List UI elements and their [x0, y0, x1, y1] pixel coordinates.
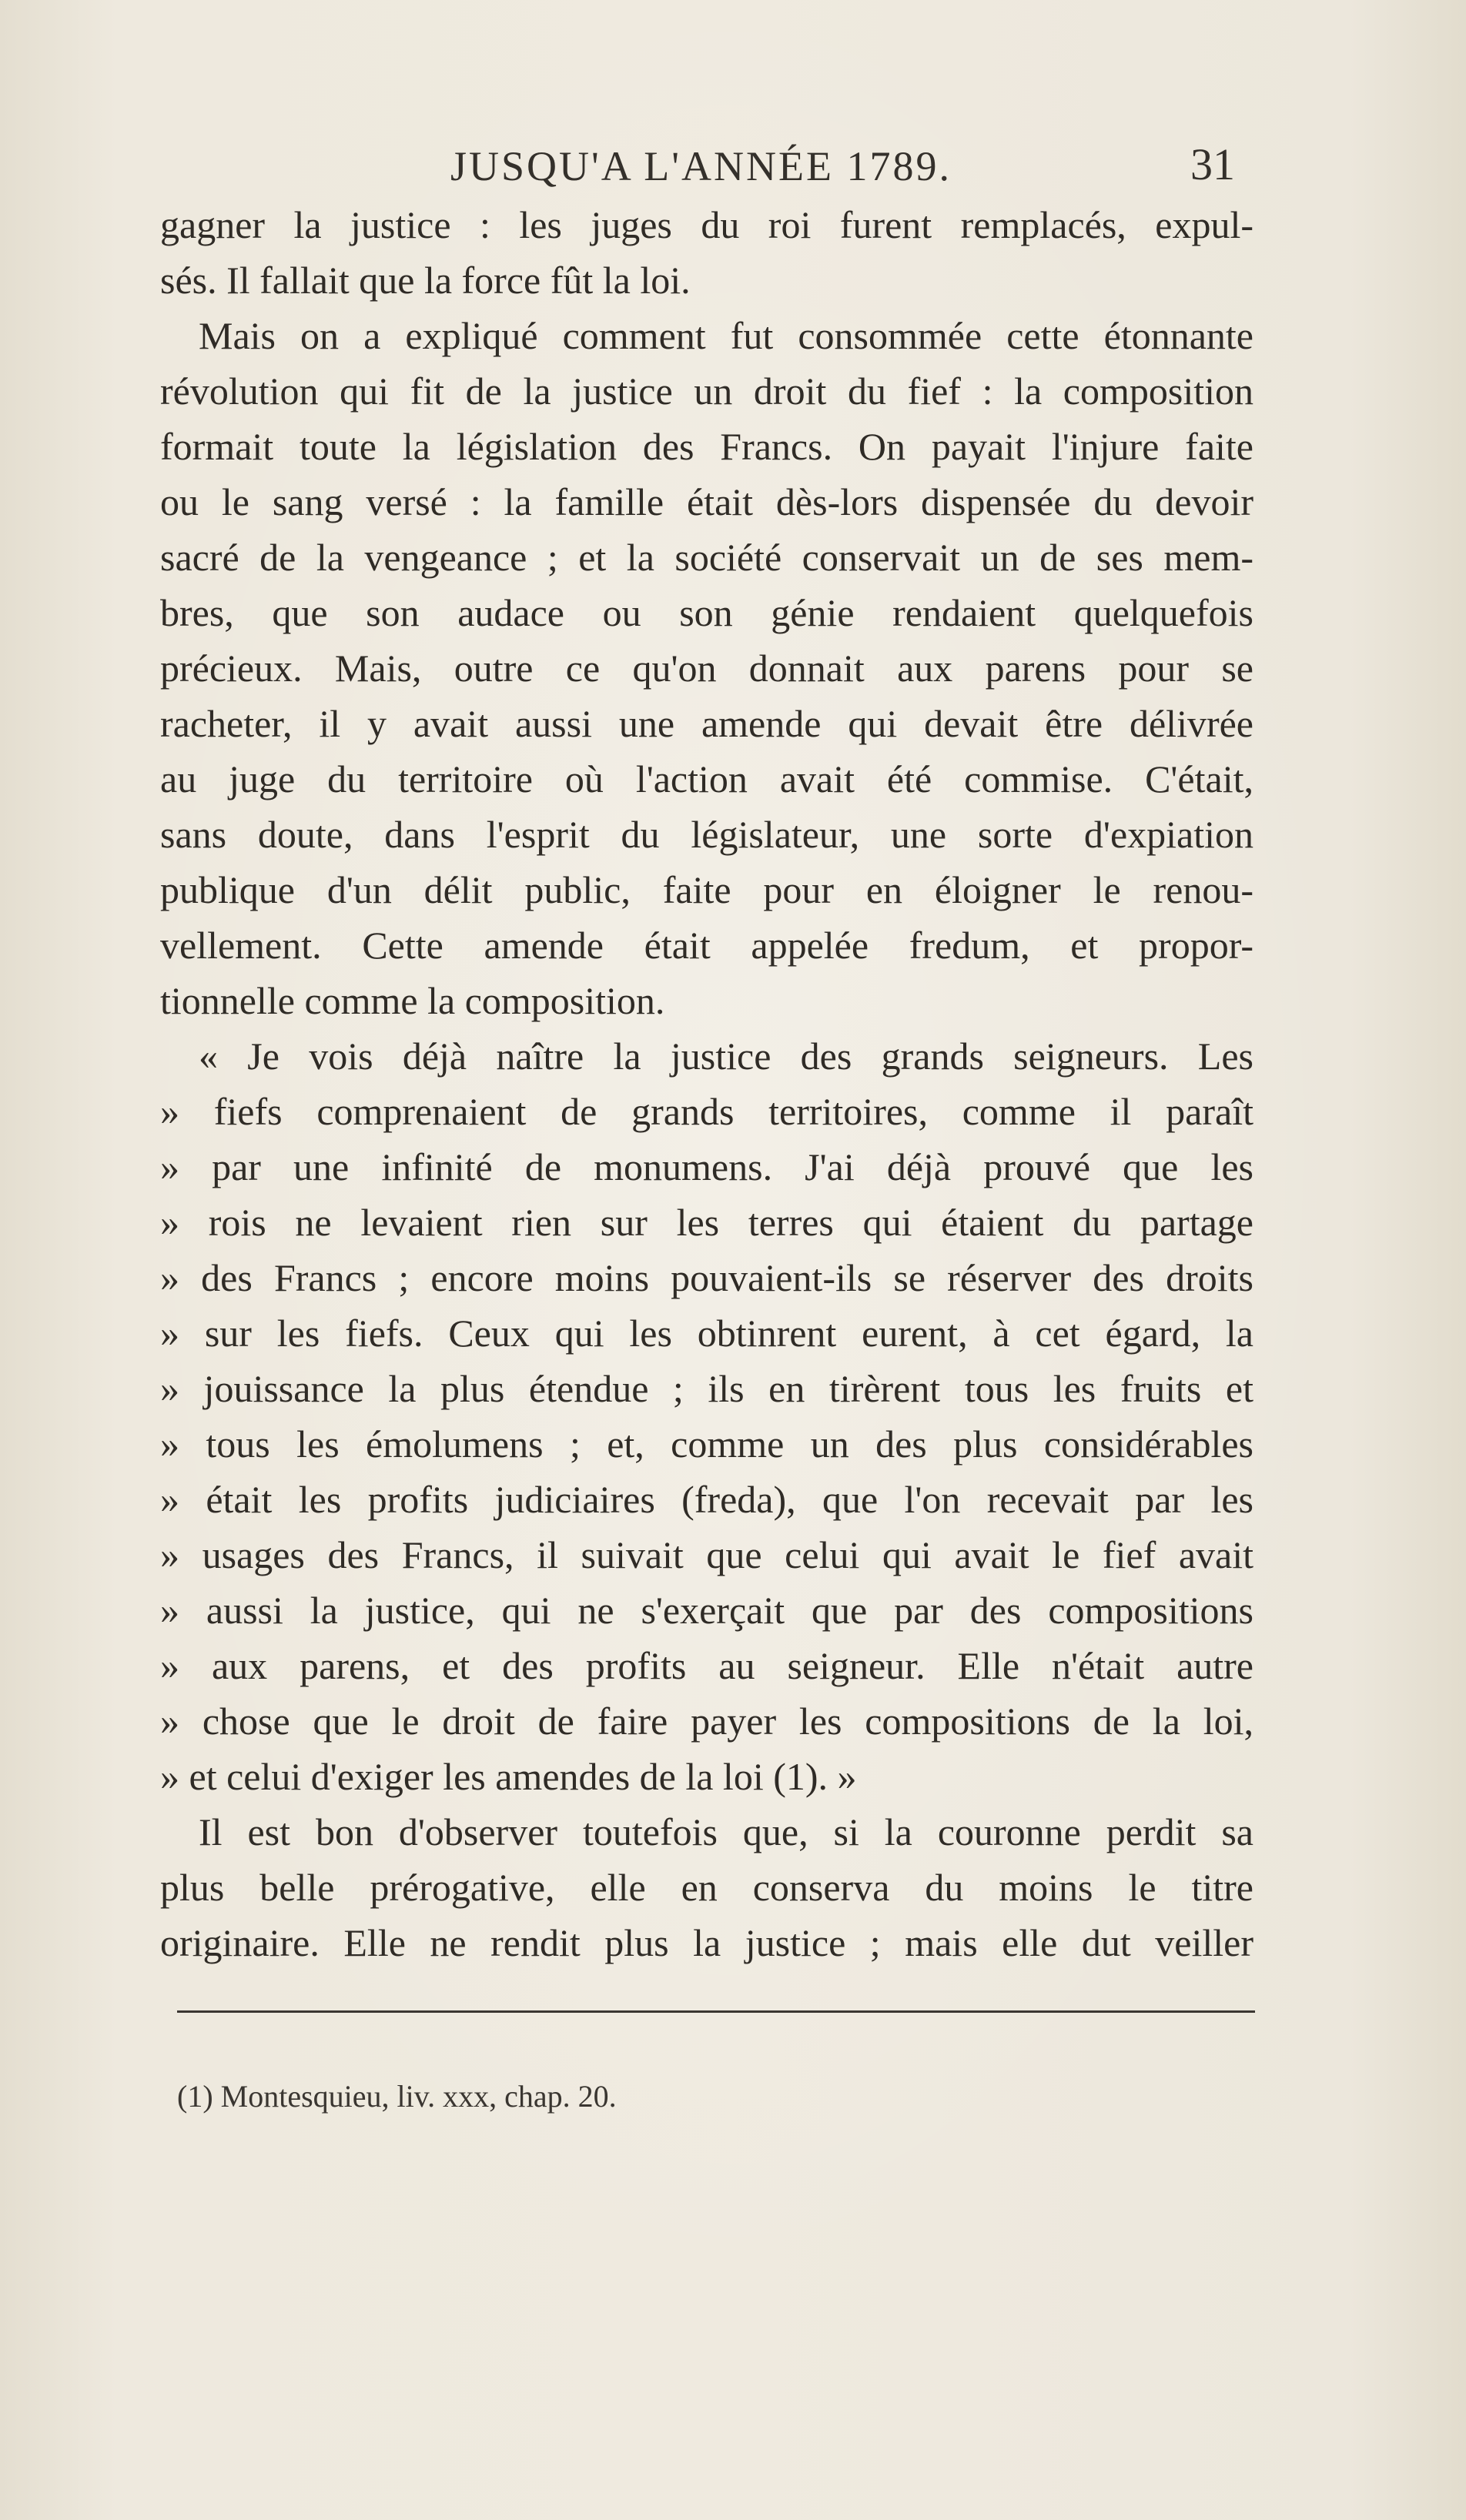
quote-line: » aux parens, et des profits au seigneur. Elle n'était autre — [160, 1644, 1253, 1687]
body-line: sés. Il fallait que la force fût la loi. — [160, 259, 691, 302]
body-line: au juge du territoire où l'action avait été commise. C'était, — [160, 757, 1253, 800]
body-line: Il est bon d'observer toutefois que, si la couronne perdit sa — [199, 1810, 1253, 1853]
quote-line: » sur les fiefs. Ceux qui les obtinrent eurent, à cet égard, la — [160, 1312, 1253, 1355]
quote-line: » jouissance la plus étendue ; ils en tirèrent tous les fruits et — [160, 1367, 1253, 1410]
body-line: gagner la justice : les juges du roi furent remplacés, expul- — [160, 203, 1253, 246]
quote-line: » des Francs ; encore moins pouvaient-ils se réserver des droits — [160, 1256, 1253, 1299]
quote-line: « Je vois déjà naître la justice des grands seigneurs. Les — [199, 1034, 1253, 1078]
body-line: sans doute, dans l'esprit du législateur, une sorte d'expiation — [160, 813, 1253, 856]
quote-line: » chose que le droit de faire payer les compositions de la loi, — [160, 1699, 1253, 1743]
quote-line: » usages des Francs, il suivait que celui qui avait le fief avait — [160, 1533, 1253, 1576]
running-head: JUSQU'A L'ANNÉE 1789. — [450, 143, 952, 189]
quote-line: » rois ne levaient rien sur les terres qui étaient du partage — [160, 1201, 1253, 1244]
body-line: racheter, il y avait aussi une amende qui devait être délivrée — [160, 702, 1253, 745]
quote-line: » était les profits judiciaires (freda), que l'on recevait par les — [160, 1478, 1253, 1521]
body-line: révolution qui fit de la justice un droit du fief : la composition — [160, 369, 1253, 413]
quote-line: » et celui d'exiger les amendes de la loi (1). » — [160, 1755, 857, 1798]
quote-line: » aussi la justice, qui ne s'exerçait que par des compositions — [160, 1589, 1253, 1632]
footnote-rule — [177, 2010, 1255, 2013]
body-line: bres, que son audace ou son génie rendaient quelquefois — [160, 591, 1253, 634]
footnote: (1) Montesquieu, liv. xxx, chap. 20. — [177, 2079, 617, 2114]
body-line: précieux. Mais, outre ce qu'on donnait aux parens pour se — [160, 647, 1253, 690]
body-line: originaire. Elle ne rendit plus la justice ; mais elle dut veiller — [160, 1921, 1253, 1964]
body-line: formait toute la législation des Francs. On payait l'injure faite — [160, 425, 1253, 468]
body-line: tionnelle comme la composition. — [160, 979, 665, 1022]
quote-line: » fiefs comprenaient de grands territoires, comme il paraît — [160, 1090, 1253, 1133]
body-line: sacré de la vengeance ; et la société conservait un de ses mem- — [160, 536, 1253, 579]
quote-line: » par une infinité de monumens. J'ai déjà prouvé que les — [160, 1145, 1253, 1188]
page-number: 31 — [1190, 139, 1235, 189]
body-line: publique d'un délit public, faite pour en éloigner le renou- — [160, 868, 1253, 911]
quote-line: » tous les émolumens ; et, comme un des plus considérables — [160, 1422, 1253, 1466]
body-line: Mais on a expliqué comment fut consommée cette étonnante — [199, 314, 1253, 357]
body-line: ou le sang versé : la famille était dès-lors dispensée du devoir — [160, 480, 1253, 523]
body-line: vellement. Cette amende était appelée fredum, et propor- — [160, 924, 1253, 967]
body-line: plus belle prérogative, elle en conserva du moins le titre — [160, 1866, 1253, 1909]
